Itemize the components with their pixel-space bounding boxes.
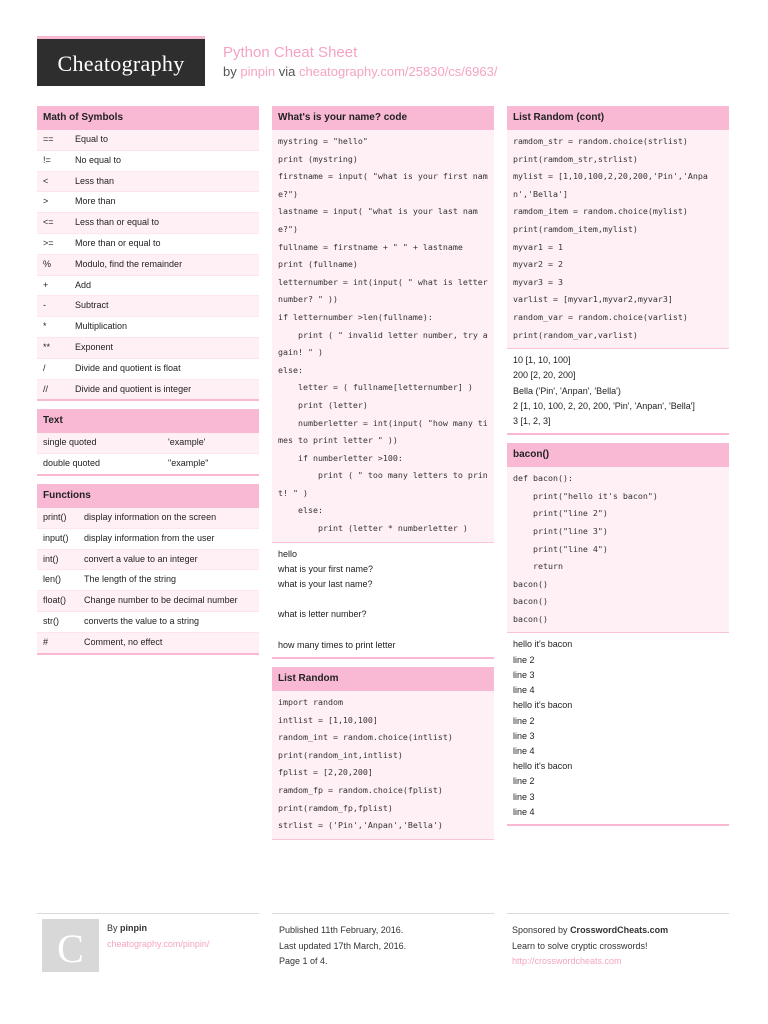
description-cell: display information on the screen xyxy=(84,511,217,522)
label-cell: single quoted xyxy=(43,437,97,448)
symbol-cell: != xyxy=(43,154,51,165)
output-line: hello xyxy=(278,548,298,559)
code-line: lastname = input( "what is your last name?") xyxy=(278,206,478,234)
code-line: if numberletter >100: xyxy=(278,452,403,463)
sponsor-name[interactable]: CrosswordCheats.com xyxy=(570,925,669,935)
description-cell: Comment, no effect xyxy=(84,636,163,647)
text-table xyxy=(37,433,259,476)
math-symbols-section xyxy=(37,106,259,401)
avatar-letter: C xyxy=(57,926,84,971)
output-line: line 4 xyxy=(513,806,535,817)
description-cell: Divide and quotient is integer xyxy=(75,383,192,394)
description-cell: Add xyxy=(75,279,92,290)
description-cell: display information from the user xyxy=(84,532,215,543)
symbol-cell: % xyxy=(43,258,52,269)
cheatography-logo[interactable] xyxy=(37,36,205,86)
output-line: line 2 xyxy=(513,715,535,726)
symbol-cell: > xyxy=(43,196,49,207)
table-row xyxy=(37,508,259,529)
section-title: Functions xyxy=(37,484,259,508)
output-line: line 3 xyxy=(513,791,535,802)
code-line: print ( " invalid letter number, try again! " ) xyxy=(278,329,488,358)
description-cell: More than xyxy=(75,196,116,207)
code-line: print(ramdom_item,mylist) xyxy=(513,223,638,234)
code-line: intlist = [1,10,100] xyxy=(278,714,378,725)
code-block xyxy=(507,467,729,633)
function-cell: input() xyxy=(43,532,69,543)
text-section xyxy=(37,409,259,476)
table-row xyxy=(37,234,259,255)
code-line: print(ramdom_fp,fplist) xyxy=(278,802,393,813)
function-cell: str() xyxy=(43,615,59,626)
label-cell: double quoted xyxy=(43,458,101,469)
footer-divider xyxy=(37,913,259,914)
output-line: line 4 xyxy=(513,685,535,696)
code-line: fplist = [2,20,200] xyxy=(278,767,373,778)
section-title: List Random (cont) xyxy=(507,106,729,130)
code-line: return xyxy=(513,561,563,572)
code-line: print("line 2") xyxy=(513,508,608,519)
code-block xyxy=(507,130,729,349)
table-row xyxy=(37,151,259,172)
function-cell: len() xyxy=(43,574,62,585)
code-line: print(random_var,varlist) xyxy=(513,329,638,340)
description-cell: Less than or equal to xyxy=(75,217,160,228)
output-line: hello it's bacon xyxy=(513,700,573,711)
output-line: 200 [2, 20, 200] xyxy=(513,370,576,381)
code-line: strlist = ('Pin','Anpan','Bella') xyxy=(278,820,443,831)
table-row xyxy=(37,529,259,550)
section-title: What's is your name? code xyxy=(272,106,494,130)
footer-divider xyxy=(272,913,494,914)
output-line: line 3 xyxy=(513,730,535,741)
output-line: 2 [1, 10, 100, 2, 20, 200, 'Pin', 'Anpan', 'Bella'] xyxy=(513,400,695,411)
table-row xyxy=(37,570,259,591)
code-line: print("line 4") xyxy=(513,543,608,554)
table-row xyxy=(37,550,259,571)
description-cell: Modulo, find the remainder xyxy=(75,258,183,269)
code-line: def bacon(): xyxy=(513,473,573,484)
table-row xyxy=(37,213,259,234)
table-row xyxy=(37,130,259,151)
description-cell: Multiplication xyxy=(75,321,128,332)
table-row xyxy=(37,172,259,193)
description-cell: converts the value to a string xyxy=(84,615,200,626)
table-row xyxy=(37,633,259,655)
code-block xyxy=(272,691,494,840)
functions-table xyxy=(37,508,259,655)
footer-divider xyxy=(507,913,729,914)
symbol-cell: < xyxy=(43,175,49,186)
code-line: myvar3 = 3 xyxy=(513,276,563,287)
page-number: Page 1 of 4. xyxy=(279,956,328,966)
bacon-section xyxy=(507,443,729,826)
function-cell: print() xyxy=(43,511,67,522)
code-line: myvar2 = 2 xyxy=(513,259,563,270)
table-row xyxy=(37,338,259,359)
code-line: letter = ( fullname[letternumber] ) xyxy=(278,382,473,393)
code-line: random_int = random.choice(intlist) xyxy=(278,732,453,743)
output-line: line 3 xyxy=(513,669,535,680)
page-title: Python Cheat Sheet xyxy=(223,44,358,61)
code-line: varlist = [myvar1,myvar2,myvar3] xyxy=(513,294,673,305)
code-line: print (mystring) xyxy=(278,153,358,164)
description-cell: The length of the string xyxy=(84,574,177,585)
code-line: mylist = [1,10,100,2,20,200,'Pin','Anpan','Bella'] xyxy=(513,171,708,199)
code-line: random_var = random.choice(varlist) xyxy=(513,311,688,322)
code-block xyxy=(272,130,494,543)
example-cell: "example" xyxy=(168,458,209,469)
sponsor-url[interactable]: http://crosswordcheats.com xyxy=(512,956,622,966)
output-line: 10 [1, 10, 100] xyxy=(513,355,571,366)
code-line: else: xyxy=(278,364,303,375)
section-title: List Random xyxy=(272,667,494,691)
code-line: print (fullname) xyxy=(278,259,358,270)
code-line: print ( " too many letters to print! " ) xyxy=(278,470,488,498)
output-line xyxy=(278,592,488,607)
code-line: mystring = "hello" xyxy=(278,136,368,146)
symbol-cell: * xyxy=(43,321,47,332)
table-row xyxy=(37,380,259,402)
table-row xyxy=(37,255,259,276)
name-code-section xyxy=(272,106,494,659)
output-line: how many times to print letter xyxy=(278,639,396,650)
avatar[interactable] xyxy=(42,919,99,972)
code-line: import random xyxy=(278,697,343,708)
output-line: what is your last name? xyxy=(278,579,373,590)
code-line: ramdom_fp = random.choice(fplist) xyxy=(278,785,443,796)
code-line: fullname = firstname + " " + lastname xyxy=(278,241,463,252)
code-line: print (letter) xyxy=(278,399,368,410)
symbol-cell: <= xyxy=(43,217,54,228)
code-line: print (letter * numberletter ) xyxy=(278,523,468,534)
output-line: 3 [1, 2, 3] xyxy=(513,415,551,426)
symbol-cell: ** xyxy=(43,341,51,352)
example-cell: 'example' xyxy=(168,437,206,448)
functions-section xyxy=(37,484,259,655)
footer-publish-info xyxy=(279,923,406,970)
code-line: ramdom_str = random.choice(strlist) xyxy=(513,136,688,146)
description-cell: convert a value to an integer xyxy=(84,553,198,564)
column-2 xyxy=(272,106,494,848)
output-line: line 2 xyxy=(513,654,535,665)
output-line: line 4 xyxy=(513,745,535,756)
output-line: hello it's bacon xyxy=(513,761,573,772)
column-3 xyxy=(507,106,729,834)
symbol-cell: >= xyxy=(43,237,54,248)
footer-author-url[interactable]: cheatography.com/pinpin/ xyxy=(107,939,210,949)
output-block xyxy=(507,349,729,435)
symbol-cell: == xyxy=(43,134,54,144)
output-block xyxy=(272,543,494,659)
output-line: line 2 xyxy=(513,776,535,787)
table-row xyxy=(37,591,259,612)
description-cell: Divide and quotient is float xyxy=(75,362,181,373)
code-line: numberletter = int(input( "how many times to print letter " )) xyxy=(278,417,488,446)
list-random-cont-section xyxy=(507,106,729,435)
symbol-cell: // xyxy=(43,383,49,394)
footer-by-label: By xyxy=(107,923,118,933)
sheet-url-link[interactable]: cheatography.com/25830/cs/6963/ xyxy=(298,64,498,79)
table-row xyxy=(37,454,259,476)
code-line: print("line 3") xyxy=(513,525,608,536)
table-row xyxy=(37,296,259,317)
description-cell: More than or equal to xyxy=(75,237,161,248)
code-line: ramdom_item = random.choice(mylist) xyxy=(513,206,688,217)
symbol-cell: - xyxy=(43,300,46,311)
table-row xyxy=(37,317,259,338)
description-cell: Exponent xyxy=(75,341,114,352)
code-line: bacon() xyxy=(513,578,548,589)
table-row xyxy=(37,359,259,380)
table-row xyxy=(37,433,259,454)
description-cell: Equal to xyxy=(75,134,109,144)
list-random-section xyxy=(272,667,494,840)
published-date: Published 11th February, 2016. xyxy=(279,925,404,935)
output-line: Bella ('Pin', 'Anpan', 'Bella') xyxy=(513,385,621,396)
footer-author-name[interactable]: pinpin xyxy=(120,923,148,933)
code-line: bacon() xyxy=(513,613,548,624)
function-cell: # xyxy=(43,636,49,647)
byline-via: via xyxy=(278,64,296,79)
footer-sponsor xyxy=(512,923,668,970)
table-row xyxy=(37,612,259,633)
table-row xyxy=(37,192,259,213)
output-line: what is your first name? xyxy=(278,563,374,574)
column-1 xyxy=(37,106,259,663)
code-line: bacon() xyxy=(513,596,548,607)
code-line: letternumber = int(input( " what is letter number? " )) xyxy=(278,276,493,305)
description-cell: Less than xyxy=(75,175,115,186)
byline-by: by xyxy=(223,64,237,79)
output-line: what is letter number? xyxy=(278,609,367,620)
code-line: if letternumber >len(fullname): xyxy=(278,311,433,322)
description-cell: No equal to xyxy=(75,154,122,165)
description-cell: Change number to be decimal number xyxy=(84,595,238,606)
section-title: Text xyxy=(37,409,259,433)
code-line: print(ramdom_str,strlist) xyxy=(513,153,638,164)
byline xyxy=(223,64,497,79)
code-line: print(random_int,intlist) xyxy=(278,749,403,760)
math-symbols-table xyxy=(37,130,259,401)
logo-text: Cheatography xyxy=(57,51,185,76)
table-row xyxy=(37,276,259,297)
sponsored-by-label: Sponsored by xyxy=(512,925,568,935)
updated-date: Last updated 17th March, 2016. xyxy=(279,940,407,951)
code-line: firstname = input( "what is your first name?") xyxy=(278,171,488,199)
output-block xyxy=(507,633,729,825)
section-title: bacon() xyxy=(507,443,729,467)
code-line: print("hello it's bacon") xyxy=(513,490,658,501)
output-line xyxy=(278,623,488,638)
function-cell: int() xyxy=(43,553,59,564)
footer-author xyxy=(107,923,147,933)
author-link[interactable]: pinpin xyxy=(240,64,276,79)
code-line: myvar1 = 1 xyxy=(513,241,563,252)
code-line: else: xyxy=(278,505,323,516)
description-cell: Subtract xyxy=(75,300,109,311)
output-line: hello it's bacon xyxy=(513,639,573,650)
symbol-cell: / xyxy=(43,362,46,373)
section-title: Math of Symbols xyxy=(37,106,259,130)
function-cell: float() xyxy=(43,595,67,606)
symbol-cell: + xyxy=(43,279,49,290)
sponsor-tagline: Learn to solve cryptic crosswords! xyxy=(512,940,648,951)
